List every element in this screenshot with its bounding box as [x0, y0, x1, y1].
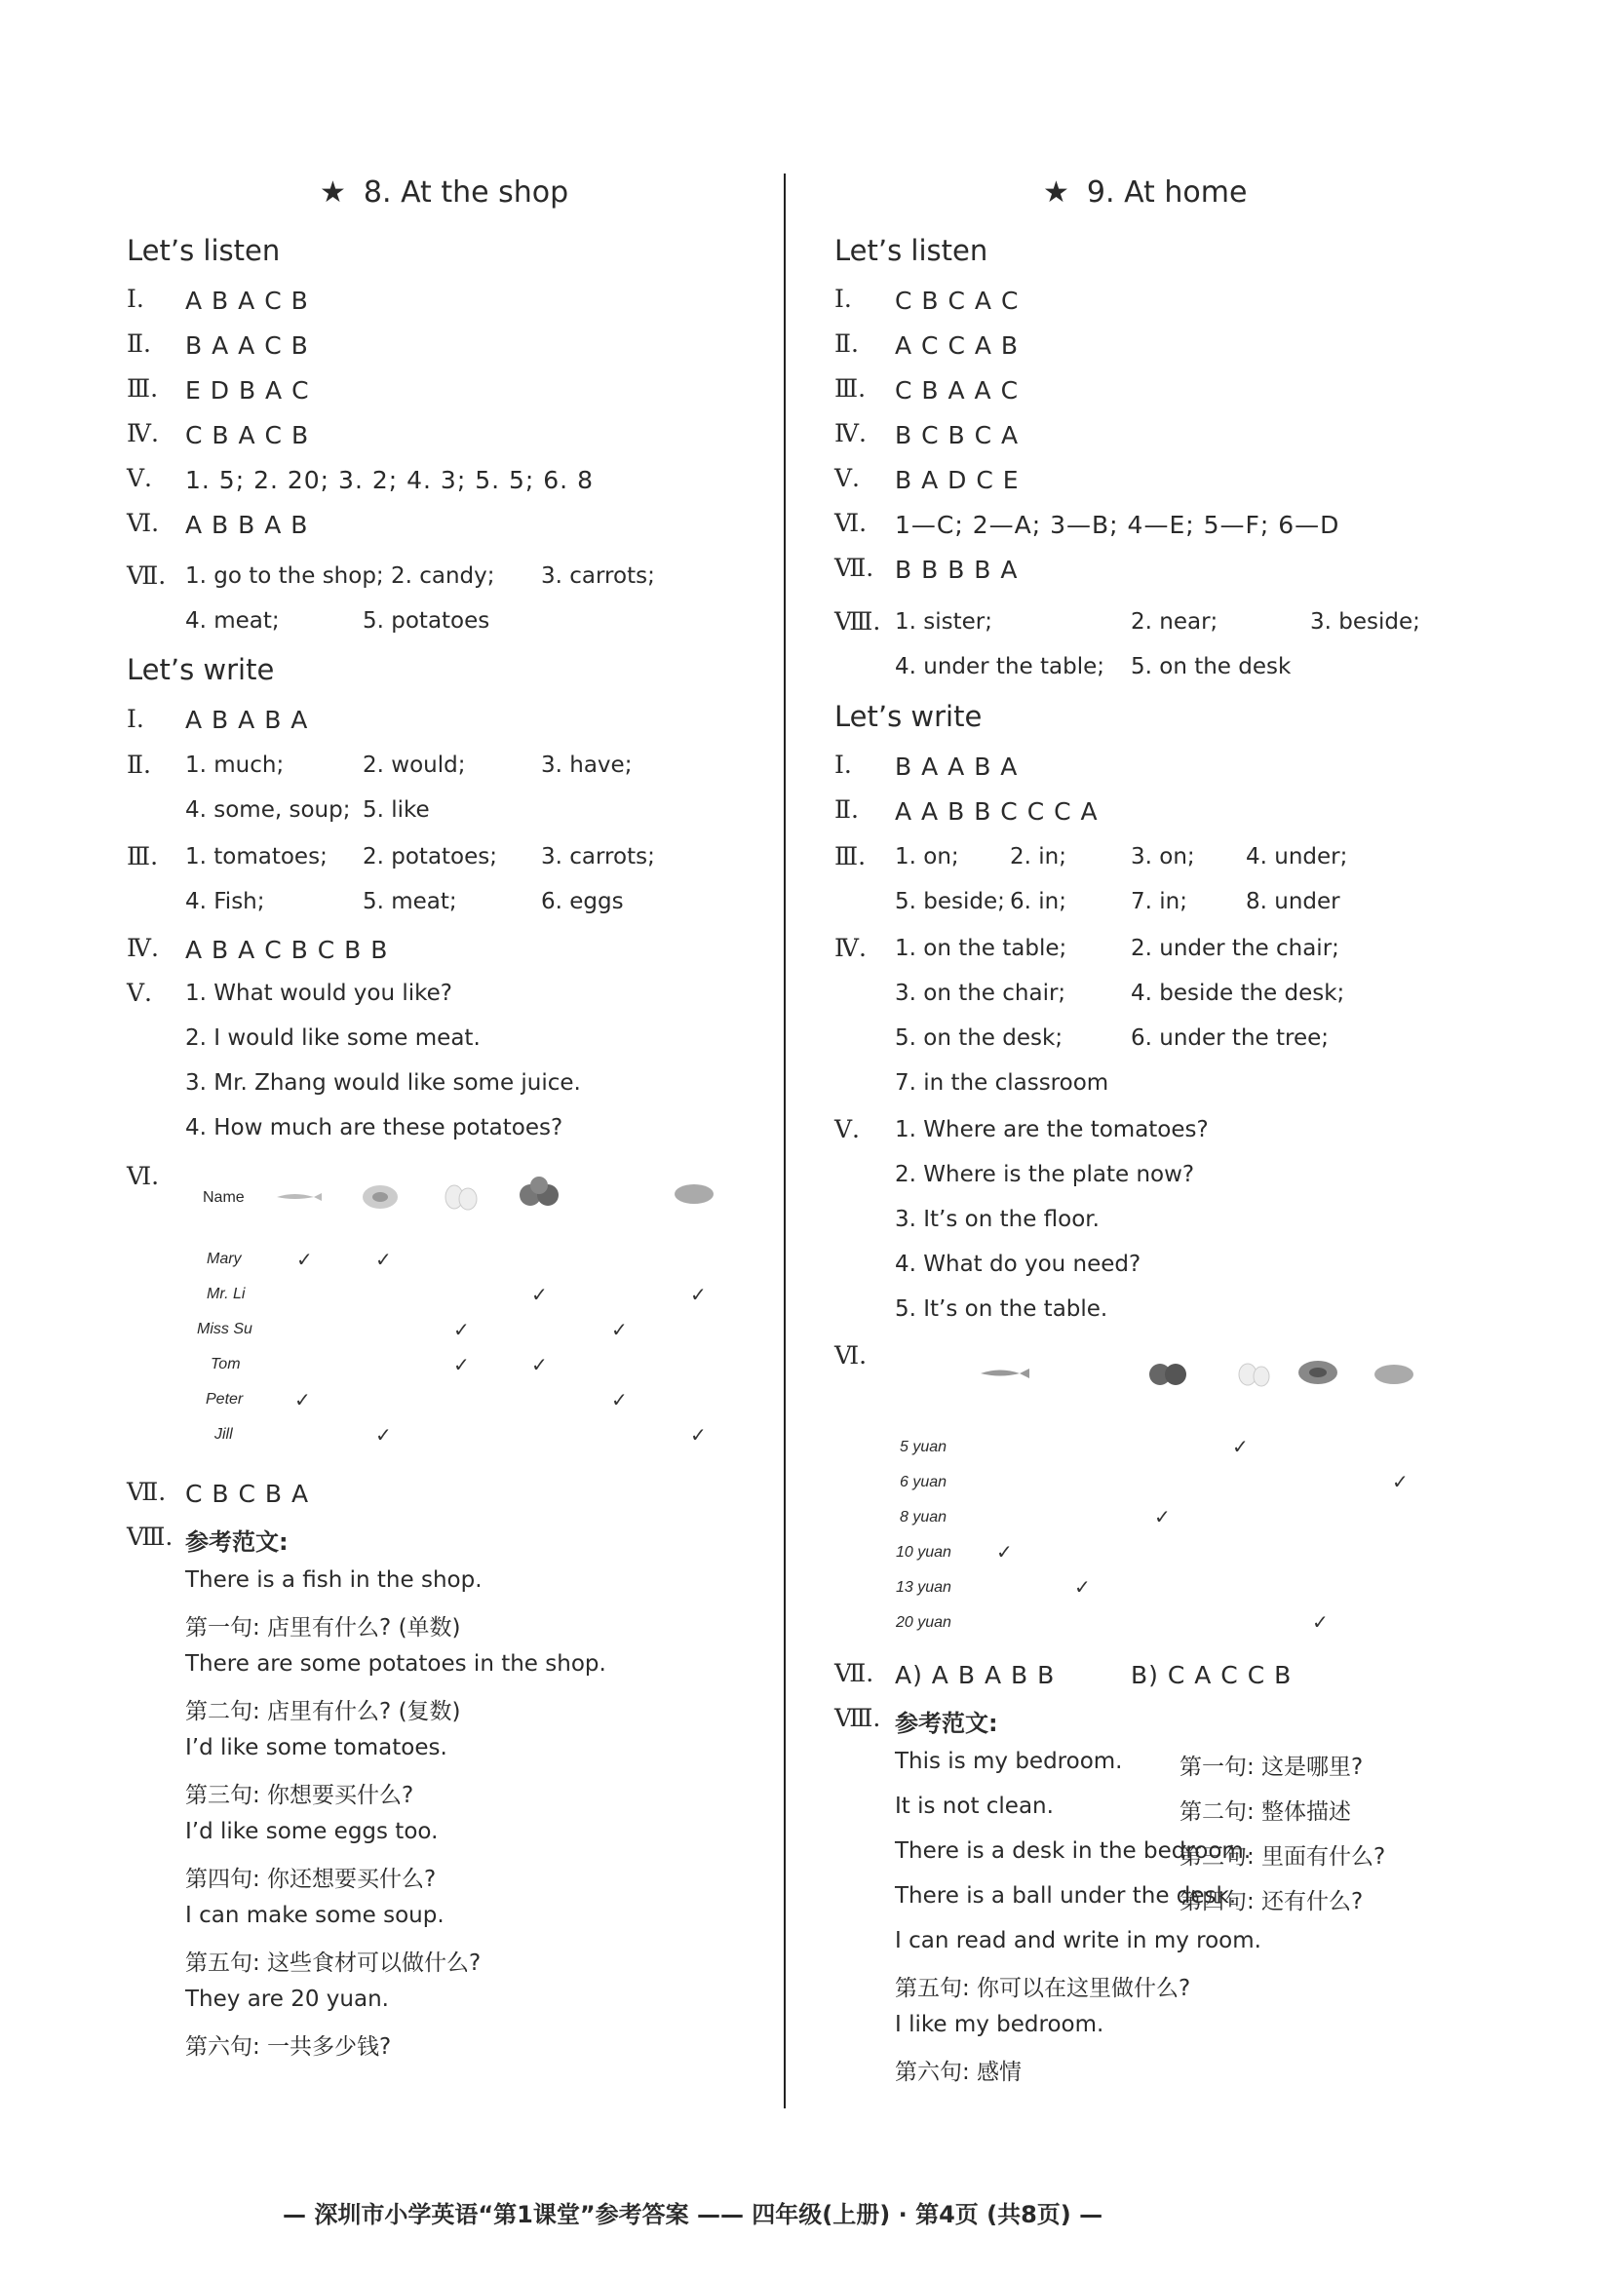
- price-label: 10 yuan: [896, 1544, 951, 1561]
- meat-icon: [1295, 1357, 1343, 1388]
- egg-icon: [439, 1179, 483, 1213]
- sentence: 3. Mr. Zhang would like some juice.: [185, 1070, 581, 1096]
- essay-sentence: There is a ball under the desk.: [895, 1883, 1237, 1909]
- answer-item: 6. eggs: [541, 889, 624, 914]
- answer-item: 2. in;: [1010, 844, 1066, 869]
- roman-numeral: Ⅵ.: [127, 1162, 160, 1190]
- essay-sentence: I’d like some tomatoes.: [185, 1735, 447, 1760]
- answer-item: 3. on;: [1131, 844, 1195, 869]
- essay-sentence: I’d like some eggs too.: [185, 1819, 439, 1844]
- answer-item: 2. under the chair;: [1131, 936, 1339, 961]
- check-icon: ✓: [375, 1248, 392, 1271]
- answer-item: 3. have;: [541, 753, 633, 778]
- check-icon: ✓: [296, 1248, 313, 1271]
- answer-item: 1. on the table;: [895, 936, 1067, 961]
- answer-item: 4. beside the desk;: [1131, 981, 1345, 1006]
- sentence: 2. Where is the plate now?: [895, 1162, 1195, 1187]
- potato-icon: [1371, 1357, 1419, 1388]
- price-label: 8 yuan: [900, 1509, 947, 1525]
- essay-sentence: I like my bedroom.: [895, 2012, 1104, 2037]
- answer-row-b: B) C A C C B: [1131, 1661, 1293, 1689]
- roman-numeral: Ⅴ.: [834, 1115, 861, 1143]
- answer-item: 3. carrots;: [541, 844, 655, 869]
- essay-note: 第三句: 里面有什么?: [1179, 1844, 1386, 1870]
- answer-row: B A A C B: [185, 331, 309, 360]
- star-icon: ★: [320, 175, 346, 210]
- answer-row: B A A B A: [895, 753, 1019, 781]
- answer-item: 3. carrots;: [541, 563, 655, 589]
- student-name: Jill: [214, 1426, 233, 1443]
- answer-item: 1. much;: [185, 753, 285, 778]
- sentence: 1. Where are the tomatoes?: [895, 1117, 1209, 1142]
- check-icon: ✓: [1392, 1470, 1409, 1493]
- roman-numeral: Ⅶ.: [834, 1659, 874, 1687]
- check-icon: ✓: [1312, 1610, 1329, 1634]
- column-divider: [784, 174, 786, 2108]
- roman-numeral: Ⅴ.: [127, 464, 153, 492]
- sentence: 5. It’s on the table.: [895, 1296, 1108, 1322]
- model-essay-label: 参考范文:: [895, 1710, 998, 1737]
- roman-numeral: Ⅶ.: [127, 561, 167, 590]
- sentence: 3. It’s on the floor.: [895, 1207, 1100, 1232]
- answer-item: 5. beside;: [895, 889, 1005, 914]
- answer-item: 5. on the desk: [1131, 654, 1292, 679]
- answer-item: 5. like: [363, 797, 430, 823]
- answer-row: 1. 5; 2. 20; 3. 2; 4. 3; 5. 5; 6. 8: [185, 466, 594, 494]
- answer-row: E D B A C: [185, 376, 310, 405]
- answer-row: B B B B A: [895, 556, 1019, 584]
- potato-icon: [673, 1179, 717, 1209]
- answer-row: A B B A B: [185, 511, 309, 539]
- roman-numeral: Ⅵ.: [834, 509, 868, 537]
- essay-note: 第三句: 你想要买什么?: [185, 1783, 414, 1808]
- check-icon: ✓: [294, 1388, 311, 1411]
- roman-numeral: Ⅴ.: [127, 979, 153, 1007]
- answer-item: 6. under the tree;: [1131, 1025, 1330, 1051]
- answer-item: 3. beside;: [1310, 609, 1420, 635]
- answer-row: 1—C; 2—A; 3—B; 4—E; 5—F; 6—D: [895, 511, 1340, 539]
- student-name: Miss Su: [197, 1321, 252, 1337]
- tomato-icon: [1146, 1359, 1189, 1388]
- roman-numeral: Ⅳ.: [127, 419, 159, 447]
- check-icon: ✓: [453, 1318, 470, 1341]
- essay-note: 第一句: 这是哪里?: [1179, 1755, 1364, 1780]
- roman-numeral: Ⅰ.: [127, 285, 144, 313]
- answer-item: 5. meat;: [363, 889, 457, 914]
- lets-listen-heading: Let’s listen: [127, 234, 281, 267]
- roman-numeral: Ⅳ.: [834, 934, 867, 962]
- check-icon: ✓: [611, 1388, 628, 1411]
- answer-item: 4. under the table;: [895, 654, 1104, 679]
- answer-row: A B A B A: [185, 706, 309, 734]
- essay-note: 第一句: 店里有什么? (单数): [185, 1615, 461, 1641]
- essay-sentence: There are some potatoes in the shop.: [185, 1651, 606, 1677]
- fish-icon: [275, 1189, 324, 1205]
- essay-sentence: There is a fish in the shop.: [185, 1567, 483, 1593]
- essay-note: 第二句: 整体描述: [1179, 1799, 1352, 1825]
- roman-numeral: Ⅲ.: [834, 374, 867, 403]
- answer-row: B A D C E: [895, 466, 1020, 494]
- roman-numeral: Ⅷ.: [127, 1523, 174, 1551]
- roman-numeral: Ⅱ.: [834, 329, 859, 358]
- essay-sentence: It is not clean.: [895, 1794, 1054, 1819]
- answer-item: 1. go to the shop; 2. candy;: [185, 563, 495, 589]
- roman-numeral: Ⅷ.: [834, 1704, 881, 1732]
- roman-numeral: Ⅶ.: [834, 554, 874, 582]
- meat-icon: [359, 1179, 404, 1213]
- check-icon: ✓: [690, 1283, 707, 1306]
- page-footer: — 深圳市小学英语“第1课堂”参考答案 —— 四年级(上册) · 第4页 (共8页) —: [283, 2201, 1103, 2228]
- answer-item: 4. under;: [1246, 844, 1348, 869]
- lets-listen-heading: Let’s listen: [834, 234, 988, 267]
- sentence: 1. What would you like?: [185, 981, 452, 1006]
- egg-icon: [1232, 1359, 1275, 1388]
- answer-item: 1. on;: [895, 844, 959, 869]
- essay-sentence: They are 20 yuan.: [185, 1987, 389, 2012]
- student-name: Mr. Li: [207, 1286, 246, 1302]
- answer-row-a: A) A B A B B: [895, 1661, 1056, 1689]
- answer-item: 1. tomatoes;: [185, 844, 328, 869]
- essay-sentence: I can read and write in my room.: [895, 1928, 1261, 1953]
- lets-write-heading: Let’s write: [834, 700, 983, 733]
- student-name: Tom: [211, 1356, 241, 1372]
- roman-numeral: Ⅰ.: [834, 751, 852, 779]
- roman-numeral: Ⅲ.: [127, 842, 159, 870]
- check-icon: ✓: [690, 1423, 707, 1447]
- sentence: 4. What do you need?: [895, 1252, 1141, 1277]
- roman-numeral: Ⅰ.: [834, 285, 852, 313]
- unit-9-title: ★ 9. At home: [1043, 175, 1248, 210]
- star-icon: ★: [1043, 175, 1069, 210]
- roman-numeral: Ⅲ.: [127, 374, 159, 403]
- roman-numeral: Ⅳ.: [834, 419, 867, 447]
- essay-note: 第五句: 你可以在这里做什么?: [895, 1976, 1191, 2001]
- essay-sentence: This is my bedroom.: [895, 1749, 1123, 1774]
- student-name: Mary: [207, 1251, 242, 1267]
- answer-item: 4. Fish;: [185, 889, 265, 914]
- essay-sentence: There is a desk in the bedroom.: [895, 1838, 1252, 1864]
- answer-item: 7. in the classroom: [895, 1070, 1109, 1096]
- roman-numeral: Ⅳ.: [127, 934, 159, 962]
- student-name: Peter: [206, 1391, 244, 1408]
- check-icon: ✓: [453, 1353, 470, 1376]
- roman-numeral: Ⅶ.: [127, 1478, 167, 1506]
- answer-item: 2. would;: [363, 753, 466, 778]
- answer-row: C B A C B: [185, 421, 310, 449]
- answer-item: 3. on the chair;: [895, 981, 1066, 1006]
- unit-8-title: ★ 8. At the shop: [320, 175, 569, 210]
- essay-sentence: I can make some soup.: [185, 1903, 445, 1928]
- check-icon: ✓: [611, 1318, 628, 1341]
- answer-item: 2. near;: [1131, 609, 1218, 635]
- answer-row: A C C A B: [895, 331, 1020, 360]
- roman-numeral: Ⅵ.: [834, 1341, 868, 1370]
- check-icon: ✓: [1074, 1575, 1091, 1599]
- answer-row: A B A C B C B B: [185, 936, 389, 964]
- answer-item: 4. some, soup;: [185, 797, 351, 823]
- roman-numeral: Ⅲ.: [834, 842, 867, 870]
- essay-note: 第四句: 还有什么?: [1179, 1889, 1364, 1914]
- answer-item: 5. on the desk;: [895, 1025, 1063, 1051]
- roman-numeral: Ⅱ.: [834, 795, 859, 824]
- check-icon: ✓: [1154, 1505, 1171, 1528]
- roman-numeral: Ⅰ.: [127, 705, 144, 733]
- price-label: 6 yuan: [900, 1474, 947, 1490]
- answer-item: 4. meat;: [185, 608, 280, 634]
- essay-note: 第六句: 感情: [895, 2060, 1023, 2085]
- answer-row: B C B C A: [895, 421, 1020, 449]
- answer-item: 2. potatoes;: [363, 844, 498, 869]
- answer-row: A A B B C C C A: [895, 797, 1099, 826]
- roman-numeral: Ⅴ.: [834, 464, 861, 492]
- fish-icon: [979, 1365, 1031, 1382]
- answer-item: 6. in;: [1010, 889, 1066, 914]
- essay-note: 第六句: 一共多少钱?: [185, 2034, 392, 2060]
- essay-note: 第四句: 你还想要买什么?: [185, 1867, 437, 1892]
- check-icon: ✓: [996, 1540, 1013, 1564]
- price-label: 20 yuan: [896, 1614, 951, 1631]
- answer-item: 7. in;: [1131, 889, 1187, 914]
- price-label: 13 yuan: [896, 1579, 951, 1596]
- roman-numeral: Ⅱ.: [127, 329, 151, 358]
- check-icon: ✓: [1232, 1435, 1249, 1458]
- answer-row: C B C A C: [895, 287, 1020, 315]
- answer-row: A B A C B: [185, 287, 309, 315]
- answer-item: 5. potatoes: [363, 608, 490, 634]
- answer-row: C B C B A: [185, 1480, 310, 1508]
- price-label: 5 yuan: [900, 1439, 947, 1455]
- essay-note: 第五句: 这些食材可以做什么?: [185, 1950, 482, 1976]
- answer-item: 1. sister;: [895, 609, 992, 635]
- check-icon: ✓: [531, 1283, 548, 1306]
- essay-note: 第二句: 店里有什么? (复数): [185, 1699, 461, 1724]
- sentence: 4. How much are these potatoes?: [185, 1115, 563, 1140]
- check-icon: ✓: [375, 1423, 392, 1447]
- answer-row: C B A A C: [895, 376, 1020, 405]
- model-essay-label: 参考范文:: [185, 1528, 289, 1556]
- tomato-icon: [517, 1174, 563, 1213]
- check-icon: ✓: [531, 1353, 548, 1376]
- answer-item: 8. under: [1246, 889, 1340, 914]
- table-header-name: Name: [203, 1189, 245, 1206]
- roman-numeral: Ⅱ.: [127, 751, 151, 779]
- roman-numeral: Ⅵ.: [127, 509, 160, 537]
- lets-write-heading: Let’s write: [127, 653, 275, 686]
- sentence: 2. I would like some meat.: [185, 1025, 481, 1051]
- roman-numeral: Ⅷ.: [834, 607, 881, 636]
